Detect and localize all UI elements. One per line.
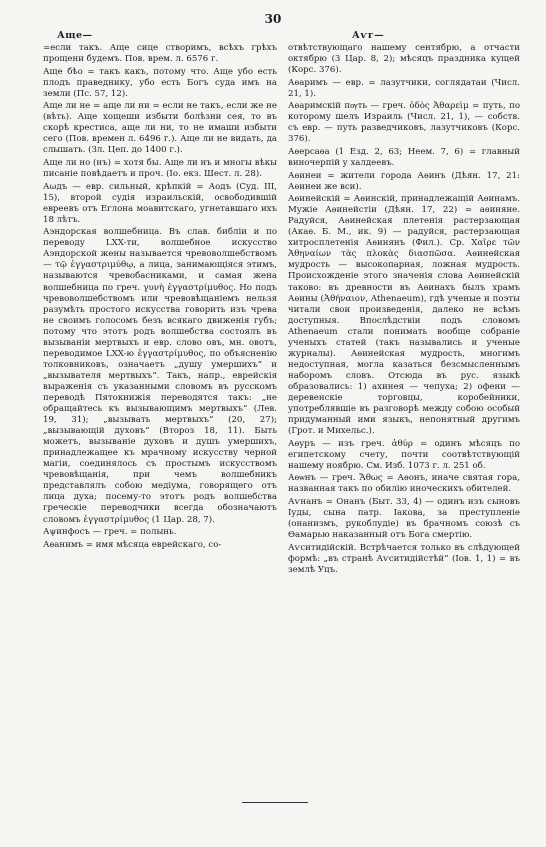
dictionary-entry: Аѳаримскій пѹть — греч. ὁδὸς Ἀθαρεὶμ = путь, по которому шелъ Израиль (Числ. 21, 1), — собств. съ евр. — путь разведчиковъ, лазутчиковъ (Корс. 376).	[288, 101, 520, 145]
dictionary-entry: Аще ли но (нъ) = хотя бы. Аще ли нъ и многы вѣкы писаніе повѣдаетъ и проч. (Іо. екз. Шест. л. 28).	[43, 158, 277, 180]
right-column	[288, 30, 520, 577]
column-header-right: Аѵг—	[352, 30, 385, 41]
dictionary-entry: Аψинфосъ — греч. = полынь.	[43, 527, 177, 538]
column-header-left: Аще—	[57, 30, 93, 41]
dictionary-entry: =если такъ. Аще сице створимъ, всѣхъ грѣхъ прощени будемъ. Пов. врем. л. 6576 г.	[43, 43, 277, 65]
dictionary-entry: Аѳерсаѳа (1 Езд. 2, 63; Неем. 7, 6) = главный виночерпій у халдеевъ.	[288, 146, 520, 169]
left-column	[43, 30, 277, 552]
page-number: 30	[264, 12, 282, 26]
dictionary-entry: Аѵситидійскій. Встрѣчается только въ слѣдующей формѣ: „въ странѣ Аѵситидійстѣй“ (Іов. 1, 1) = въ землѣ Уцъ.	[288, 542, 520, 575]
dictionary-entry: отвѣтствующаго нашему сентябрю, а отчасти октябрю (3 Цар. 8, 2); мѣсяцъ праздника кущей (Корс. 376).	[288, 43, 520, 76]
dictionary-entry: Аѳинеи = жители города Аѳинъ (Дѣян. 17, 21: Аѳинеи же вси).	[288, 170, 520, 192]
dictionary-entry: Аѳинейскій = Аѳинскій, принадлежащій Аѳинамъ. Мужіе Аѳинейстіи (Дѣян. 17, 22) = аѳиняне. Радуйся, Аѳинейская плетенія растерзающая (Акаѳ. Б. М., ик. 9) — радуйся, растерзающая хитросплетенія Аѳинянъ (Фил.). Ср. Χαῖρε τῶν Ἀθηναίων τὰς πλοκὰς διασπῶσα. Аѳинейская мудрость — высокопарная, ложная мудрость. Происхожденіе этого значенія слова Аѳинейскій таково: въ древности въ Аѳинахъ былъ храмъ Аѳины (Ἀθήναιον, Athenaeum), гдѣ ученые и поэты читали свои произведенія, далеко не всѣмъ доступныя. Впослѣдствіи подъ словомъ Athenaeum стали понимать вообще собраніе ученыхъ статей (такъ назывались и ученые журналы). Аѳинейская мудрость, многимъ недоступная, могла казаться безсмысленнымъ наборомъ словъ. Отсюда въ рус. языкѣ образовались: 1) ахинея — чепуха; 2) офени — деревенскіе торговцы, коробейники, употреблявшіе въ разговорѣ между собою особый придуманный ими языкъ, непонятный другимъ (Грот. и Михельс.).	[288, 194, 520, 437]
dictionary-entry: Аѳуръ — изъ греч. ἀθύρ = одинъ мѣсяцъ по египетскому счету, почти соотвѣтствующій нашему ноябрю. См. Изб. 1073 г. л. 251 об.	[288, 438, 520, 471]
dictionary-entry: Аэндорская волшебница. Въ слав. библіи и по переводу LXX-ти, волшебное искусство Аэндорской жены называется чревоволшебствомъ — τῷ ἐγγαστριμύθῳ, а лица, занимающіяся этимъ, называются чревобасниками, и самая жена волшебница по греч. γυνὴ ἐγγαστρίμυθος. Но подъ чревоволшебствомъ или чревовѣщаніемъ нельзя разумѣть простого искусства говорить изъ чрева не своимъ голосомъ безъ всякаго движенія губъ; потому что этотъ родъ волшебства состоялъ въ вызываніи мертвыхъ и евр. слово овъ, мн. овотъ, переводимое LXX-ю ἐγγαστρίμυθος, по объясненію толковниковъ, означаетъ „душу умершихъ“ и „вызывателя мертвыхъ“. Такъ, напр., еврейскія выраженія съ указанными словомъ въ русскомъ переводѣ Пятокнижія переводятся такъ: „не обращайтесь къ вызывающимъ мертвыхъ“ (Лев. 19, 31); „вызывать мертвыхъ“ (20, 27); „вызывающій духовъ“ (Второз 18, 11). Быть можетъ, вызываніе духовъ и душъ умершихъ, принадлежащее къ мрачному искусству черной магіи, соединялось съ простымъ искусствомъ чревовѣщанія, при чемъ волшебникъ представлялъ собою медіума, говорящего отъ лица духа; посему-то этотъ родъ волшебства греческіе переводчики всегда обозначаютъ словомъ ἐγγαστρίμυθος (1 Цар. 28, 7).	[43, 227, 277, 525]
dictionary-entry: Аще ли не = аще ли ни = если не такъ, если же не (вѣть). Аще хощеши избыти болѣзни сея, то въ скорѣ крестиса, аще ли ни, то не имаши избыти сего (Пов. времен л. 6496 г.). Аще ли не видать, да слышать. (Зл. Цеп. до 1400 г.).	[43, 101, 277, 156]
dictionary-entry: Аѳанимъ = имя мѣсяца еврейскаго, со-	[43, 539, 222, 550]
dictionary-entry: Аще бѣо = такъ какъ, потому что. Аще убо есть плодъ праведнику, убо есть Богъ суда имъ на земли (Пс. 57, 12).	[43, 66, 277, 99]
dictionary-entry: Аѳѡнъ — греч. Ἄθως = Аѳонъ, иначе святая гора, названная такъ по обилію иноческихъ обителей.	[288, 473, 520, 495]
dictionary-entry: Аѵнанъ = Онанъ (Быт. 33, 4) — одинъ изъ сыновъ Іуды, сына патр. Іакова, за преступленіе (онанизмъ, рукоблудіе) въ брачномъ союзѣ съ Ѳамарью наказанный отъ Бога смертію.	[288, 496, 520, 541]
dictionary-entry: Аѳаримъ — евр. = лазутчики, соглядатаи (Числ. 21, 1).	[288, 77, 520, 99]
dictionary-entry: Аωдъ — евр. сильный, крѣпкій = Аодъ (Суд. III, 15), второй судія израильскій, освободившій евреевъ отъ Еглона моавитскаго, угнетавшаго ихъ 18 лѣтъ.	[43, 181, 277, 225]
footer-rule	[242, 802, 308, 803]
